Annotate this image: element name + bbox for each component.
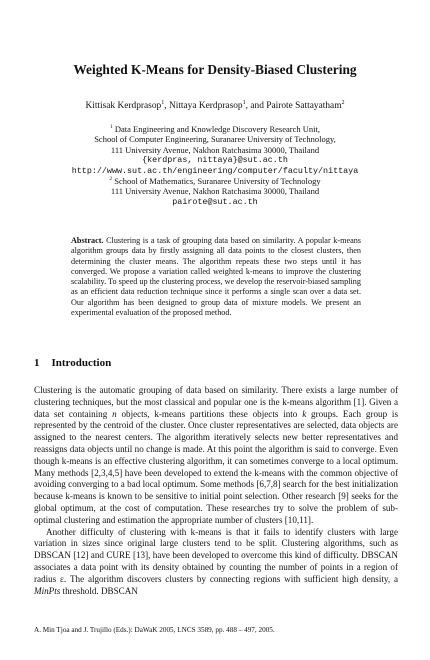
body-paragraph — [34, 527, 398, 598]
author-affiliation-mark: 2 — [341, 99, 345, 106]
affiliation-line: 111 University Avenue, Nakhon Ratchasima 30000, Thailand — [110, 144, 320, 155]
section-body — [34, 385, 398, 597]
author-name: Kittisak Kerdprasop — [85, 101, 162, 111]
author-separator: , and — [245, 101, 267, 111]
author-affiliation-mark: 1 — [161, 99, 165, 106]
paper-title: Weighted K-Means for Density-Biased Clustering — [73, 62, 357, 77]
section-title: Introduction — [51, 357, 112, 369]
abstract-text: Clustering is a task of grouping data based on similarity. A popular k-means algorithm groups data by firstly assigning all data points to the closest clusters, then determining the cluster means. The algorithm repeats these two steps until it has converged. We propose a variation called weighted k-means to improve the clustering scalability. To speed up the clustering process, we develop the reservoir-biased sampling as an efficient data reduction technique since it performs a single scan over a data set. Our algorithm has been designed to group data of mixture models. We present an experimental evaluation of the proposed method. — [71, 236, 361, 318]
math-variable: n — [112, 408, 117, 419]
affiliations — [0, 124, 430, 207]
section-number: 1 — [34, 357, 40, 369]
math-variable: MinPts — [34, 585, 61, 596]
abstract-label: Abstract. — [71, 236, 104, 245]
affiliation-mark: 2 — [109, 176, 113, 183]
author-name: Pairote Sattayatham — [266, 101, 342, 111]
affiliation-url: http://www.sut.ac.th/engineering/computer/faculty/nittaya — [71, 165, 359, 176]
affiliation-mark: 1 — [109, 124, 113, 131]
affiliation-line — [0, 124, 430, 134]
author-name: Nittaya Kerdprasop — [168, 101, 243, 111]
paragraph-text: Another difficulty of clustering with k-means is that it fails to identify clusters with large variation in sizes since original large clusters tend to be split. Clustering algorithms, such as DBSCAN [12] and CURE [13], have been developed to overcome this kind of difficulty. DBSCAN associates a data point with its density obtained by counting the number of points in a region of radius ε. The algorithm discovers clusters by connecting regions with sufficient high density, a — [34, 526, 398, 584]
page-footer: A. Min Tjoa and J. Trujillo (Eds.): DaWaK 2005, LNCS 3589, pp. 488 – 497, 2005. — [34, 626, 275, 634]
section-heading — [34, 357, 111, 369]
math-variable: k — [302, 408, 307, 419]
affiliation-email: {kerdpras, nittaya}@sut.ac.th — [142, 155, 288, 166]
paragraph-text: objects, k-means partitions these objects into — [116, 408, 303, 419]
paragraph-text: groups. Each group is represented by the centroid of the cluster. Once cluster representatives are selected, data objects are assigned to the nearest centers. The algorithm iteratively selects new better representatives and reassigns data objects until no change is made. At this point the algorithm is said to converge. Even though k-means is an effective clustering algorithm, it can sometimes converge to a local optimum. Many methods [2,3,4,5] have been developed to extend the k-means with the common objective of avoiding converging to a bad local optimum. Some methods [6,7,8] search for the best initialization because k-means is known to be sensitive to initial point selection. Other research [9] seeks for the global optimum, at the cost of computation. These researches try to solve the problem of sub-optimal clustering and estimation the appropriate number of clusters [10,11]. — [34, 408, 398, 525]
paragraph-text: threshold. DBSCAN — [60, 585, 138, 596]
body-paragraph — [34, 385, 398, 527]
affiliation-text: School of Mathematics, Suranaree University of Technology — [112, 176, 321, 187]
author-affiliation-mark: 1 — [242, 99, 246, 106]
affiliation-line — [0, 176, 430, 186]
paragraph-text: Clustering is the automatic grouping of data based on similarity. There exists a large number of clustering techniques, but the most classical and popular one is the k-means algorithm [1]. Given a data set containing — [34, 385, 398, 419]
affiliation-line: 111 University Avenue, Nakhon Ratchasima 30000, Thailand — [110, 186, 320, 197]
author-list — [0, 101, 430, 111]
author-separator: , — [164, 101, 169, 111]
abstract — [71, 236, 361, 318]
affiliation-line: School of Computer Engineering, Suranaree University of Technology, — [94, 134, 336, 145]
affiliation-email: pairote@sut.ac.th — [172, 196, 258, 207]
affiliation-text: Data Engineering and Knowledge Discovery Research Unit, — [112, 124, 320, 134]
